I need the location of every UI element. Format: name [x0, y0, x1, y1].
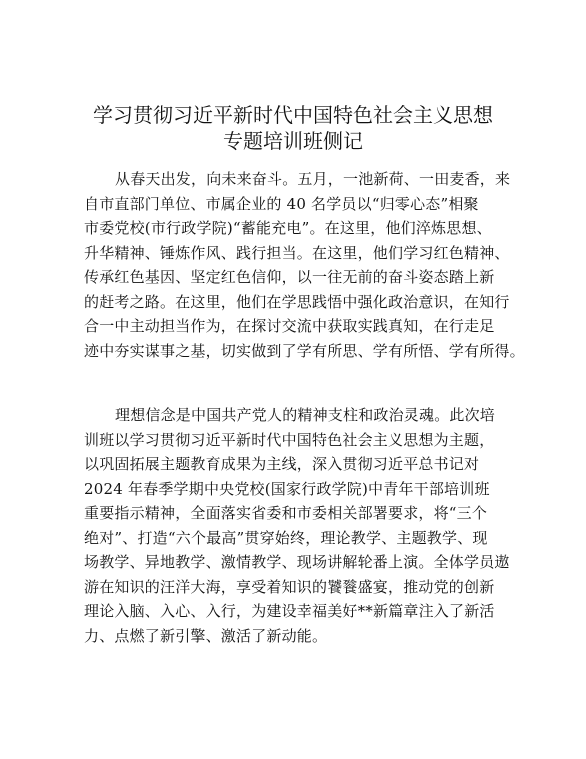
paragraph-2-line: 以巩固拓展主题教育成果为主线，深入贯彻习近平总书记对 — [84, 455, 480, 473]
paragraph-2-line: 训班以学习贯彻习近平新时代中国特色社会主义思想为主题， — [84, 430, 495, 449]
paragraph-2-line: 重要指示精神，全面落实省委和市委相关部署要求，将“三个 — [84, 504, 488, 522]
document-title-line-2: 专题培训班侧记 — [223, 129, 363, 153]
paragraph-1-line: 市委党校(市行政学院)“蓄能充电”。在这里，他们淬炼思想、 — [84, 219, 492, 237]
paragraph-1-line: 从春天出发，向未来奋斗。五月，一池新荷、一田麦香，来 — [115, 170, 511, 188]
paragraph-1-line: 合一中主动担当作为，在探讨交流中获取实践真知，在行走足 — [84, 317, 495, 335]
paragraph-1-line: 升华精神、锤炼作风、践行担当。在这里，他们学习红色精神、 — [84, 243, 510, 262]
paragraph-2-line: 绝对”、打造“六个最高”贯穿始终，理论教学、主题教学、现 — [84, 528, 488, 547]
paragraph-1 — [84, 167, 524, 363]
paragraph-1-line: 传承红色基因、坚定红色信仰，以一往无前的奋斗姿态踏上新 — [84, 268, 495, 286]
paragraph-2-line: 2024 年春季学期中央党校(国家行政学院)中青年干部培训班 — [84, 479, 490, 498]
paragraph-2-line: 游在知识的汪洋大海，享受着知识的饕餮盛宴，推动党的创新 — [84, 577, 495, 596]
paragraph-2-line: 场教学、异地教学、激情教学、现场讲解轮番上演。全体学员遨 — [84, 553, 510, 571]
paragraph-1-line: 自市直部门单位、市属企业的 40 名学员以“归零心态”相聚 — [84, 194, 479, 213]
paragraph-2 — [84, 403, 524, 648]
paragraph-1-line: 迹中夯实谋事之基，切实做到了学有所思、学有所悟、学有所得。 — [84, 341, 525, 360]
paragraph-2-line: 理论入脑、入心、入行，为建设幸福美好**新篇章注入了新活 — [84, 602, 495, 620]
document-title-line-1: 学习贯彻习近平新时代中国特色社会主义思想 — [93, 103, 493, 127]
paragraph-2-line: 力、点燃了新引擎、激活了新动能。 — [84, 626, 328, 645]
paragraph-2-line: 理想信念是中国共产党人的精神支柱和政治灵魂。此次培 — [115, 406, 496, 424]
paragraph-1-line: 的赶考之路。在这里，他们在学思践悟中强化政治意识，在知行 — [84, 292, 510, 311]
